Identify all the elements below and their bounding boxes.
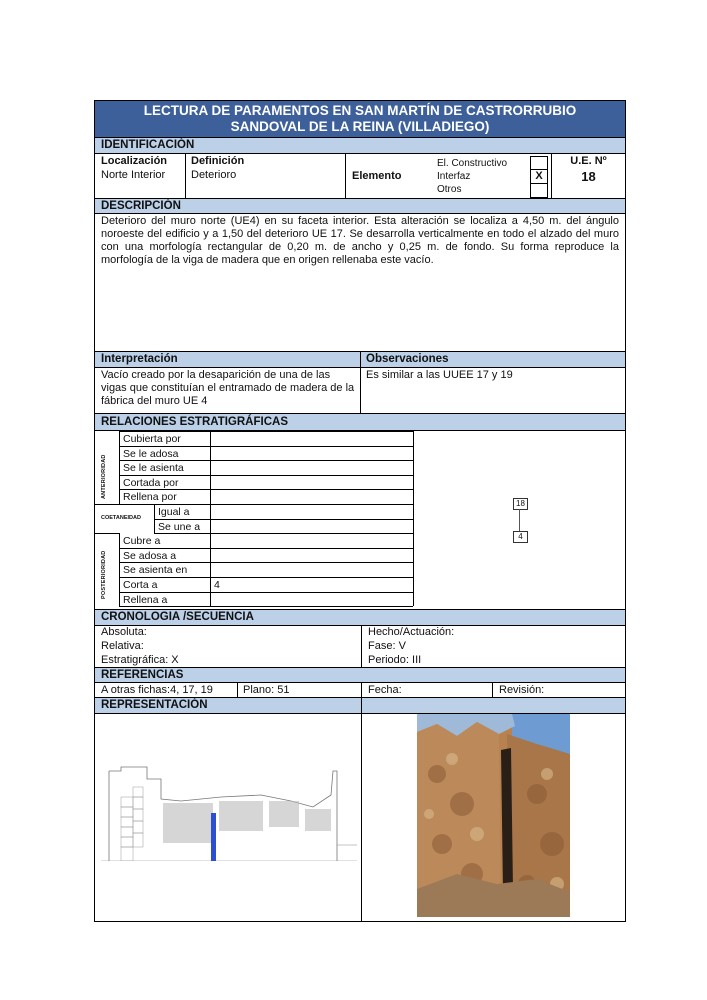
relation-label: Se le adosa (123, 447, 179, 460)
interpretacion-text: Vacío creado por la desaparición de una de las vigas que constituían el entramado de madera de la fábrica del muro UE 4 (101, 369, 355, 407)
cronologia-relativa: Relativa: (101, 640, 144, 652)
ref-plano: Plano: 51 (243, 684, 290, 696)
ue-label: U.E. Nº (570, 155, 607, 167)
relation-label: Cortada por (123, 476, 179, 489)
referencias-header: REFERENCIAS (95, 667, 625, 683)
relation-label: Igual a (158, 506, 190, 518)
descripcion-text: Deterioro del muro norte (UE4) en su faceta interior. Esta alteración se localiza a 4,50 m. del ángulo noroeste del edificio y a 1,50 del deterioro UE 17. Se desarrolla verticalmente en todo el alzado del muro con una morfología rectangular de 0,20 m. de ancho y 0,25 m. de fondo. Su forma reproduce la morfología de la viga de madera que en origen rellenaba este vacío. (101, 215, 619, 266)
identificacion-header: IDENTIFICACIÓN (95, 137, 625, 154)
interpretacion-header: Interpretación (101, 353, 178, 365)
anterioridad-label: ANTERIORIDAD (101, 454, 107, 499)
relation-label: Corta a (123, 579, 158, 591)
elemento-label: Elemento (352, 170, 402, 182)
relation-label: Cubre a (123, 535, 161, 548)
relaciones-header: RELACIONES ESTRATIGRÁFICAS (95, 413, 625, 431)
ref-fecha: Fecha: (368, 684, 402, 696)
descripcion-header: DESCRIPCIÓN (95, 198, 625, 214)
definicion-label: Definición (191, 155, 245, 167)
relation-label: Se adosa a (123, 549, 177, 562)
elevation-drawing (101, 751, 357, 861)
matrix-node-18: 18 (513, 498, 528, 510)
matrix-node-4: 4 (513, 531, 528, 543)
posterioridad-label: POSTERIORIDAD (101, 550, 107, 599)
checkbox-el-constructivo (530, 156, 548, 170)
cronologia-header: CRONOLOGIA /SECUENCIA (95, 609, 625, 626)
relation-label: Se asienta en (123, 564, 188, 577)
observaciones-text: Es similar a las UUEE 17 y 19 (366, 369, 513, 381)
cronologia-hecho: Hecho/Actuación: (368, 626, 455, 638)
title-line-1: LECTURA DE PARAMENTOS EN SAN MARTÍN DE CASTRORRUBIO (143, 103, 577, 118)
wall-photo (417, 714, 570, 917)
relation-label: Se le asienta (123, 462, 184, 475)
elemento-options (437, 157, 507, 196)
relation-value: 4 (214, 579, 220, 591)
cronologia-periodo: Periodo: III (368, 654, 422, 666)
relation-label: Cubierta por (123, 433, 181, 445)
title-line-2: SANDOVAL DE LA REINA (VILLADIEGO) (230, 119, 490, 134)
option-el-constructivo: El. Constructivo (437, 158, 508, 169)
sheet-title (95, 101, 625, 137)
relation-label: Rellena a (123, 593, 168, 606)
observaciones-header: Observaciones (366, 353, 449, 365)
matrix-edge (519, 509, 520, 531)
checkbox-otros (530, 183, 548, 198)
coetaneidad-label: COETANEIDAD (101, 515, 141, 521)
relation-label: Se une a (158, 520, 201, 533)
definicion-value: Deterioro (191, 169, 237, 181)
ue-value: 18 (581, 169, 596, 184)
ref-revision: Revisión: (499, 684, 545, 696)
cronologia-absoluta: Absoluta: (101, 626, 147, 638)
record-sheet (94, 100, 626, 922)
option-otros: Otros (437, 184, 462, 195)
localizacion-value: Norte Interior (101, 169, 166, 181)
cronologia-fase: Fase: V (368, 640, 406, 652)
localizacion-label: Localización (101, 155, 168, 167)
relation-label: Rellena por (123, 491, 177, 504)
ref-otras-fichas: A otras fichas:4, 17, 19 (101, 684, 213, 696)
checkbox-interfaz: X (530, 169, 548, 184)
option-interfaz: Interfaz (437, 171, 471, 182)
representacion-header: REPRESENTACIÓN (95, 697, 625, 714)
cronologia-estratigrafica: Estratigráfica: X (101, 654, 179, 666)
